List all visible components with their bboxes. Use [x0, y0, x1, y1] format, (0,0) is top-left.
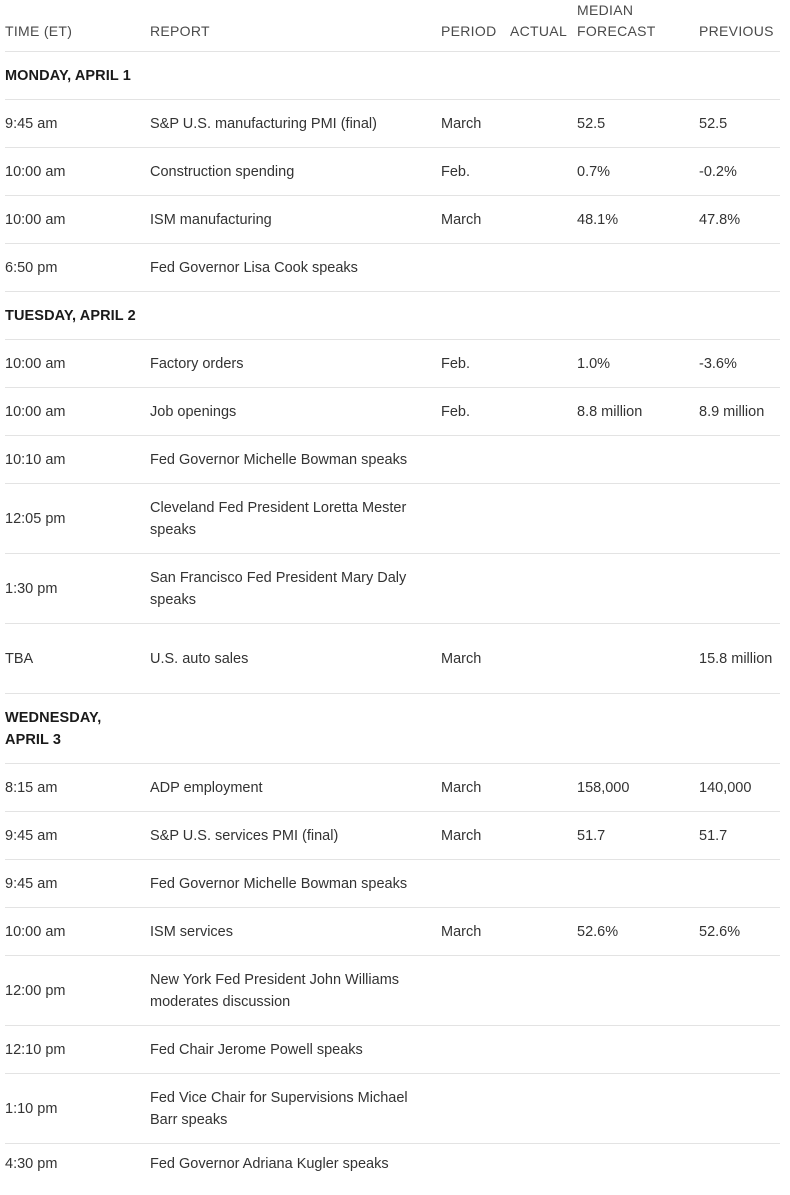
cell-period — [441, 956, 510, 1026]
header-report: REPORT — [150, 0, 441, 52]
cell-previous: 15.8 million — [699, 624, 780, 694]
cell-median-forecast — [577, 436, 699, 484]
cell-median-forecast — [577, 1074, 699, 1144]
cell-actual — [510, 554, 577, 624]
table-row — [5, 148, 780, 196]
table-row — [5, 764, 780, 812]
cell-period — [441, 1026, 510, 1074]
cell-period — [441, 554, 510, 624]
cell-median-forecast: 52.5 — [577, 100, 699, 148]
cell-median-forecast: 1.0% — [577, 340, 699, 388]
cell-actual — [510, 1074, 577, 1144]
economic-calendar-table — [5, 0, 780, 1184]
cell-actual — [510, 1144, 577, 1185]
cell-time: 10:00 am — [5, 148, 150, 196]
cell-actual — [510, 436, 577, 484]
cell-report: S&P U.S. manufacturing PMI (final) — [150, 100, 441, 148]
table-row — [5, 340, 780, 388]
cell-report: San Francisco Fed President Mary Daly speaks — [150, 554, 441, 624]
cell-report: Factory orders — [150, 340, 441, 388]
cell-period: Feb. — [441, 340, 510, 388]
cell-median-forecast — [577, 624, 699, 694]
cell-actual — [510, 860, 577, 908]
cell-previous — [699, 1026, 780, 1074]
cell-previous: 8.9 million — [699, 388, 780, 436]
cell-actual — [510, 812, 577, 860]
table-row — [5, 956, 780, 1026]
cell-median-forecast: 52.6% — [577, 908, 699, 956]
cell-time: 10:00 am — [5, 908, 150, 956]
cell-median-forecast — [577, 244, 699, 292]
cell-report: Construction spending — [150, 148, 441, 196]
cell-time: 9:45 am — [5, 812, 150, 860]
cell-period — [441, 484, 510, 554]
cell-median-forecast — [577, 484, 699, 554]
cell-time: 1:10 pm — [5, 1074, 150, 1144]
cell-time: 6:50 pm — [5, 244, 150, 292]
cell-period: Feb. — [441, 148, 510, 196]
cell-actual — [510, 148, 577, 196]
cell-report: Job openings — [150, 388, 441, 436]
day-row-filler — [150, 694, 780, 764]
day-label: MONDAY, APRIL 1 — [5, 52, 150, 100]
table-row — [5, 624, 780, 694]
table-body — [5, 52, 780, 1185]
cell-median-forecast: 51.7 — [577, 812, 699, 860]
cell-report: Fed Governor Adriana Kugler speaks — [150, 1156, 389, 1172]
table-row — [5, 554, 780, 624]
cell-period — [441, 860, 510, 908]
table-row — [5, 1026, 780, 1074]
cell-period: March — [441, 764, 510, 812]
cell-time: 10:00 am — [5, 388, 150, 436]
cell-report: ADP employment — [150, 764, 441, 812]
cell-previous — [699, 1144, 780, 1185]
cell-time: 10:10 am — [5, 436, 150, 484]
cell-actual — [510, 956, 577, 1026]
cell-time: 12:05 pm — [5, 484, 150, 554]
cell-time: 8:15 am — [5, 764, 150, 812]
cell-time: 4:30 pm — [5, 1156, 58, 1172]
cell-actual — [510, 340, 577, 388]
cell-period: March — [441, 100, 510, 148]
header-row — [5, 0, 780, 52]
cell-median-forecast — [577, 1144, 699, 1185]
day-header-row — [5, 694, 780, 764]
cell-report: ISM manufacturing — [150, 196, 441, 244]
table-row — [5, 388, 780, 436]
cell-time: 9:45 am — [5, 860, 150, 908]
cell-report: S&P U.S. services PMI (final) — [150, 812, 441, 860]
cell-period — [441, 1144, 510, 1185]
table-row — [5, 244, 780, 292]
cell-time: 12:10 pm — [5, 1026, 150, 1074]
cell-previous: 52.5 — [699, 100, 780, 148]
cell-report: Fed Vice Chair for Supervisions Michael Barr speaks — [150, 1074, 441, 1144]
cell-previous: 51.7 — [699, 812, 780, 860]
day-header-row — [5, 52, 780, 100]
cell-time: TBA — [5, 624, 150, 694]
table-row — [5, 100, 780, 148]
header-time: TIME (ET) — [5, 0, 150, 52]
cell-previous — [699, 956, 780, 1026]
cell-previous: 52.6% — [699, 908, 780, 956]
cell-median-forecast — [577, 956, 699, 1026]
cell-report: U.S. auto sales — [150, 624, 441, 694]
cell-time: 10:00 am — [5, 340, 150, 388]
cell-period: March — [441, 624, 510, 694]
header-previous: PREVIOUS — [699, 0, 780, 52]
table-row — [5, 860, 780, 908]
cell-median-forecast: 158,000 — [577, 764, 699, 812]
cell-median-forecast: 48.1% — [577, 196, 699, 244]
day-row-filler — [150, 52, 780, 100]
cell-actual — [510, 388, 577, 436]
cell-report: Fed Governor Michelle Bowman speaks — [150, 436, 441, 484]
table-header — [5, 0, 780, 52]
header-period: PERIOD — [441, 0, 510, 52]
day-label: WEDNESDAY, APRIL 3 — [5, 694, 150, 764]
header-actual: ACTUAL — [510, 0, 577, 52]
cell-previous — [699, 244, 780, 292]
cell-time: 10:00 am — [5, 196, 150, 244]
cell-report: New York Fed President John Williams moderates discussion — [150, 956, 441, 1026]
cell-actual — [510, 764, 577, 812]
cell-previous: -0.2% — [699, 148, 780, 196]
cell-actual — [510, 624, 577, 694]
table-row — [5, 812, 780, 860]
day-header-row — [5, 292, 780, 340]
cell-actual — [510, 196, 577, 244]
cell-report: ISM services — [150, 908, 441, 956]
cell-time: 9:45 am — [5, 100, 150, 148]
cell-median-forecast: 0.7% — [577, 148, 699, 196]
cell-report: Fed Governor Michelle Bowman speaks — [150, 860, 441, 908]
cell-report: Fed Chair Jerome Powell speaks — [150, 1026, 441, 1074]
cell-period: March — [441, 812, 510, 860]
cell-period — [441, 1074, 510, 1144]
cell-median-forecast — [577, 1026, 699, 1074]
cell-actual — [510, 1026, 577, 1074]
cell-previous — [699, 554, 780, 624]
day-row-filler — [150, 292, 780, 340]
cell-report: Cleveland Fed President Loretta Mester speaks — [150, 484, 441, 554]
header-median-forecast: MEDIAN FORECAST — [577, 0, 699, 52]
cell-time: 12:00 pm — [5, 956, 150, 1026]
table-row — [5, 196, 780, 244]
cell-previous: 47.8% — [699, 196, 780, 244]
cell-period: March — [441, 908, 510, 956]
cell-actual — [510, 244, 577, 292]
cell-period: Feb. — [441, 388, 510, 436]
cell-actual — [510, 100, 577, 148]
cell-actual — [510, 484, 577, 554]
cell-median-forecast — [577, 860, 699, 908]
cell-previous — [699, 484, 780, 554]
cell-period — [441, 436, 510, 484]
cell-actual — [510, 908, 577, 956]
table-row — [5, 484, 780, 554]
table-row — [5, 1074, 780, 1144]
table-row — [5, 436, 780, 484]
cell-period: March — [441, 196, 510, 244]
day-label: TUESDAY, APRIL 2 — [5, 292, 150, 340]
cell-previous: -3.6% — [699, 340, 780, 388]
cell-median-forecast — [577, 554, 699, 624]
cell-previous: 140,000 — [699, 764, 780, 812]
cell-previous — [699, 436, 780, 484]
cell-time: 1:30 pm — [5, 554, 150, 624]
cell-period — [441, 244, 510, 292]
table-row — [5, 1144, 780, 1185]
cell-previous — [699, 860, 780, 908]
cell-median-forecast: 8.8 million — [577, 388, 699, 436]
table-row — [5, 908, 780, 956]
cell-previous — [699, 1074, 780, 1144]
cell-report: Fed Governor Lisa Cook speaks — [150, 244, 441, 292]
